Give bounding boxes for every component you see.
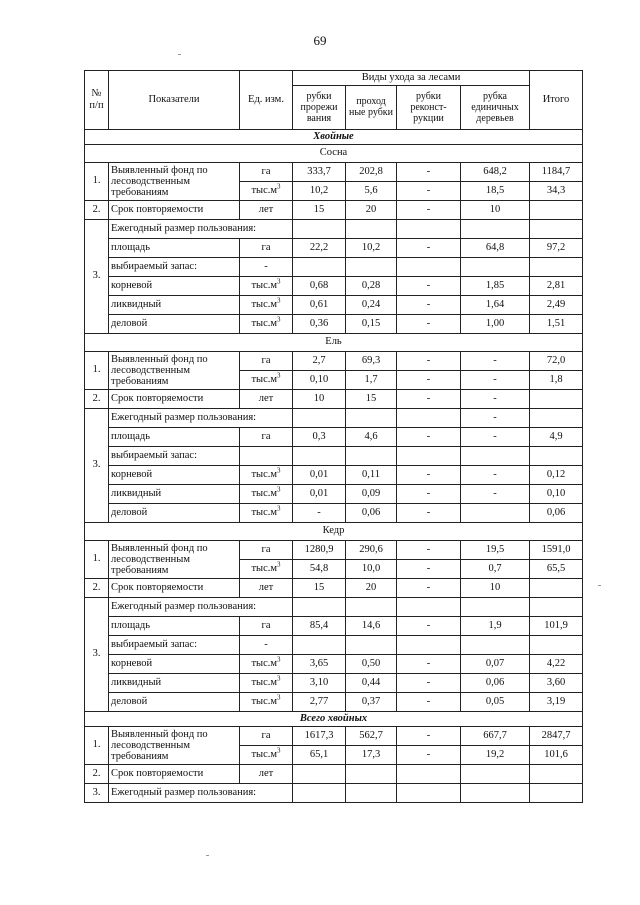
header-total: Итого (530, 71, 583, 130)
value-cell: 2,7 (293, 351, 346, 370)
value-cell: 1591,0 (530, 540, 583, 559)
business-row (85, 692, 583, 711)
liquid-row (85, 295, 583, 314)
usage-row (85, 597, 583, 616)
value-cell: - (397, 370, 461, 389)
usage-row (85, 219, 583, 238)
value-cell: 0,44 (346, 673, 397, 692)
section-title-row (85, 144, 583, 162)
unit-cell: га (240, 726, 293, 745)
value-cell: 0,3 (293, 427, 346, 446)
usage-row (85, 408, 583, 427)
indicator-label: Ежегодный размер пользования: (109, 783, 293, 802)
unit-cell (240, 295, 293, 314)
root-row (85, 276, 583, 295)
root-row (85, 654, 583, 673)
value-cell: 2,77 (293, 692, 346, 711)
value-cell: - (397, 692, 461, 711)
value-cell: 15 (293, 200, 346, 219)
value-cell: 3,19 (530, 692, 583, 711)
empty-cell (293, 783, 346, 802)
empty-cell (461, 764, 530, 783)
unit-cell: га (240, 427, 293, 446)
indicator-label: ликвидный (109, 673, 240, 692)
value-cell: 17,3 (346, 745, 397, 764)
repeat-row (85, 764, 583, 783)
row-number: 2. (85, 764, 109, 783)
indicator-label: площадь (109, 427, 240, 446)
value-cell (461, 219, 530, 238)
empty-cell (346, 783, 397, 802)
empty-cell (346, 408, 397, 427)
unit-cell: - (240, 635, 293, 654)
group-row (85, 711, 583, 726)
unit-text: тыс.м (251, 487, 278, 499)
value-cell: 14,6 (346, 616, 397, 635)
value-cell: 4,9 (530, 427, 583, 446)
header-num: № п/п (85, 71, 109, 130)
value-cell: 1,85 (461, 276, 530, 295)
unit-text: тыс.м (251, 657, 278, 669)
page-number: 69 (313, 33, 327, 48)
value-cell: 65,1 (293, 745, 346, 764)
value-cell: 2847,7 (530, 726, 583, 745)
value-cell: 10,2 (293, 181, 346, 200)
unit-text: тыс.м (251, 373, 278, 385)
unit-cell (240, 370, 293, 389)
liquid-row (85, 673, 583, 692)
usage-row (85, 783, 583, 802)
value-cell: - (397, 726, 461, 745)
empty-cell (530, 764, 583, 783)
header-reconstruction: рубки реконст- рукции (397, 85, 461, 129)
unit-exponent: 3 (277, 485, 281, 494)
header-thinning: рубки прорежи вания (293, 85, 346, 129)
empty-cell (293, 597, 346, 616)
area-row (85, 616, 583, 635)
scan-speck (598, 585, 601, 586)
header-single-tree: рубка единичных деревьев (461, 85, 530, 129)
value-cell: 10,2 (346, 238, 397, 257)
empty-cell (461, 635, 530, 654)
unit-exponent: 3 (277, 674, 281, 683)
unit-cell (240, 673, 293, 692)
value-cell: - (461, 427, 530, 446)
row-number: 1. (85, 162, 109, 200)
value-cell (530, 578, 583, 597)
value-cell: - (461, 389, 530, 408)
unit-cell (240, 181, 293, 200)
value-cell: 3,65 (293, 654, 346, 673)
unit-cell (240, 314, 293, 333)
value-cell: 0,7 (461, 559, 530, 578)
unit-exponent: 3 (277, 315, 281, 324)
value-cell: 22,2 (293, 238, 346, 257)
repeat-row (85, 578, 583, 597)
unit-cell (240, 503, 293, 522)
empty-cell (530, 597, 583, 616)
unit-exponent: 3 (277, 466, 281, 475)
fund-row (85, 726, 583, 745)
group-row (85, 129, 583, 144)
unit-text: тыс.м (251, 695, 278, 707)
value-cell: 10 (293, 389, 346, 408)
empty-cell (397, 783, 461, 802)
indicator-label: деловой (109, 692, 240, 711)
empty-cell (346, 219, 397, 238)
value-cell: - (461, 465, 530, 484)
empty-cell (530, 783, 583, 802)
indicator-label: площадь (109, 238, 240, 257)
empty-cell (397, 257, 461, 276)
value-cell: 10 (461, 200, 530, 219)
section-title-row (85, 333, 583, 351)
unit-cell (240, 692, 293, 711)
header-passage: проход ные рубки (346, 85, 397, 129)
value-cell: 0,15 (346, 314, 397, 333)
value-cell: 2,49 (530, 295, 583, 314)
unit-exponent: 3 (277, 693, 281, 702)
unit-exponent: 3 (277, 655, 281, 664)
repeat-row (85, 389, 583, 408)
value-cell: - (461, 351, 530, 370)
fund-row (85, 162, 583, 181)
value-cell: - (397, 276, 461, 295)
value-cell: 1280,9 (293, 540, 346, 559)
empty-cell (346, 597, 397, 616)
unit-exponent: 3 (277, 504, 281, 513)
value-cell: 4,22 (530, 654, 583, 673)
value-cell: 20 (346, 578, 397, 597)
empty-cell (397, 597, 461, 616)
unit-cell (240, 654, 293, 673)
value-cell: 2,81 (530, 276, 583, 295)
section-title: Ель (85, 333, 583, 351)
table-body (85, 129, 583, 802)
value-cell: - (293, 503, 346, 522)
empty-cell (397, 219, 461, 238)
value-cell: 0,24 (346, 295, 397, 314)
value-cell (461, 503, 530, 522)
value-cell: - (397, 673, 461, 692)
value-cell: - (397, 465, 461, 484)
value-cell: 0,12 (530, 465, 583, 484)
value-cell: - (397, 578, 461, 597)
value-cell: 1,8 (530, 370, 583, 389)
empty-cell (397, 408, 461, 427)
scan-speck (206, 855, 209, 856)
value-cell: 85,4 (293, 616, 346, 635)
value-cell: 562,7 (346, 726, 397, 745)
value-cell: 19,5 (461, 540, 530, 559)
value-cell: 15 (293, 578, 346, 597)
value-cell (530, 389, 583, 408)
empty-cell (293, 257, 346, 276)
value-cell: 648,2 (461, 162, 530, 181)
indicator-label: ликвидный (109, 295, 240, 314)
stock-row (85, 257, 583, 276)
value-cell: - (461, 408, 530, 427)
row-number: 1. (85, 726, 109, 764)
indicator-label: выбираемый запас: (109, 635, 240, 654)
value-cell: 0,06 (530, 503, 583, 522)
value-cell: - (397, 484, 461, 503)
value-cell: 1,9 (461, 616, 530, 635)
row-number: 1. (85, 351, 109, 389)
unit-cell (240, 745, 293, 764)
indicator-label: деловой (109, 314, 240, 333)
value-cell: 667,7 (461, 726, 530, 745)
value-cell: 0,37 (346, 692, 397, 711)
value-cell: 18,5 (461, 181, 530, 200)
value-cell: 1184,7 (530, 162, 583, 181)
unit-text: тыс.м (251, 184, 278, 196)
empty-cell (530, 446, 583, 465)
unit-cell (240, 446, 293, 465)
value-cell: 0,36 (293, 314, 346, 333)
value-cell: - (397, 616, 461, 635)
stock-row (85, 446, 583, 465)
empty-cell (397, 764, 461, 783)
value-cell: 19,2 (461, 745, 530, 764)
value-cell: 0,10 (530, 484, 583, 503)
unit-text: тыс.м (251, 298, 278, 310)
unit-text: тыс.м (251, 676, 278, 688)
empty-cell (397, 635, 461, 654)
indicator-label: ликвидный (109, 484, 240, 503)
indicator-label: Выявленный фонд по лесоводственным требованиям (109, 540, 240, 578)
business-row (85, 314, 583, 333)
empty-cell (530, 635, 583, 654)
value-cell: 0,06 (346, 503, 397, 522)
unit-cell: га (240, 540, 293, 559)
indicator-label: Срок повторяемости (109, 200, 240, 219)
value-cell: - (397, 181, 461, 200)
value-cell: 0,61 (293, 295, 346, 314)
value-cell: 10,0 (346, 559, 397, 578)
unit-cell: - (240, 257, 293, 276)
area-row (85, 427, 583, 446)
value-cell: - (461, 484, 530, 503)
unit-cell: га (240, 238, 293, 257)
value-cell: 0,01 (293, 484, 346, 503)
value-cell: 1,64 (461, 295, 530, 314)
value-cell: 1,51 (530, 314, 583, 333)
value-cell: - (397, 389, 461, 408)
empty-cell (461, 257, 530, 276)
empty-cell (397, 446, 461, 465)
section-title: Сосна (85, 144, 583, 162)
empty-cell (346, 446, 397, 465)
value-cell: - (397, 314, 461, 333)
value-cell: - (397, 559, 461, 578)
empty-cell (293, 764, 346, 783)
value-cell: 20 (346, 200, 397, 219)
empty-cell (293, 408, 346, 427)
header-care-types: Виды ухода за лесами (293, 71, 530, 86)
row-number: 3. (85, 408, 109, 522)
value-cell: - (461, 370, 530, 389)
indicator-label: корневой (109, 654, 240, 673)
value-cell: 0,01 (293, 465, 346, 484)
area-row (85, 238, 583, 257)
unit-cell: га (240, 162, 293, 181)
value-cell: 0,06 (461, 673, 530, 692)
value-cell: - (397, 162, 461, 181)
unit-cell: га (240, 351, 293, 370)
value-cell: 3,60 (530, 673, 583, 692)
header-unit: Ед. изм. (240, 71, 293, 130)
indicator-label: Срок повторяемости (109, 578, 240, 597)
value-cell: - (397, 238, 461, 257)
row-number: 2. (85, 389, 109, 408)
value-cell: - (397, 745, 461, 764)
scan-speck (178, 54, 181, 55)
section-title-row (85, 522, 583, 540)
row-number: 3. (85, 783, 109, 802)
unit-cell (240, 276, 293, 295)
value-cell: 69,3 (346, 351, 397, 370)
business-row (85, 503, 583, 522)
unit-text: тыс.м (251, 506, 278, 518)
value-cell: 0,68 (293, 276, 346, 295)
indicator-label: площадь (109, 616, 240, 635)
row-number: 2. (85, 200, 109, 219)
value-cell: 65,5 (530, 559, 583, 578)
value-cell: 15 (346, 389, 397, 408)
empty-cell (346, 764, 397, 783)
value-cell: 97,2 (530, 238, 583, 257)
value-cell: 4,6 (346, 427, 397, 446)
section-title: Кедр (85, 522, 583, 540)
unit-text: тыс.м (251, 562, 278, 574)
unit-exponent: 3 (277, 746, 281, 755)
indicator-label: Выявленный фонд по лесоводственным требованиям (109, 726, 240, 764)
value-cell: 0,28 (346, 276, 397, 295)
empty-cell (293, 446, 346, 465)
value-cell: 54,8 (293, 559, 346, 578)
value-cell: 0,05 (461, 692, 530, 711)
indicator-label: Выявленный фонд по лесоводственным требованиям (109, 351, 240, 389)
repeat-row (85, 200, 583, 219)
value-cell: 290,6 (346, 540, 397, 559)
indicator-label: Ежегодный размер пользования: (109, 219, 293, 238)
empty-cell (293, 635, 346, 654)
fund-row (85, 540, 583, 559)
value-cell: 101,6 (530, 745, 583, 764)
unit-cell (240, 465, 293, 484)
unit-cell (240, 484, 293, 503)
indicator-label: корневой (109, 276, 240, 295)
row-number: 2. (85, 578, 109, 597)
unit-exponent: 3 (277, 277, 281, 286)
value-cell (530, 200, 583, 219)
unit-exponent: 3 (277, 371, 281, 380)
value-cell: - (397, 295, 461, 314)
fund-row (85, 351, 583, 370)
forest-care-table (84, 70, 583, 803)
value-cell: 0,07 (461, 654, 530, 673)
value-cell: 101,9 (530, 616, 583, 635)
value-cell: 1617,3 (293, 726, 346, 745)
value-cell: - (397, 200, 461, 219)
unit-cell: лет (240, 389, 293, 408)
empty-cell (461, 446, 530, 465)
value-cell: 0,50 (346, 654, 397, 673)
value-cell: - (397, 351, 461, 370)
indicator-label: Ежегодный размер пользования: (109, 597, 293, 616)
unit-text: тыс.м (251, 279, 278, 291)
indicator-label: Срок повторяемости (109, 389, 240, 408)
unit-exponent: 3 (277, 560, 281, 569)
root-row (85, 465, 583, 484)
value-cell: 0,11 (346, 465, 397, 484)
group-title: Хвойные (85, 129, 583, 144)
unit-text: тыс.м (251, 468, 278, 480)
value-cell: - (397, 654, 461, 673)
unit-text: тыс.м (251, 317, 278, 329)
value-cell: - (397, 503, 461, 522)
unit-cell: лет (240, 578, 293, 597)
empty-cell (461, 783, 530, 802)
value-cell: 0,10 (293, 370, 346, 389)
value-cell: 72,0 (530, 351, 583, 370)
empty-cell (530, 219, 583, 238)
row-number: 3. (85, 597, 109, 711)
unit-exponent: 3 (277, 182, 281, 191)
indicator-label: Ежегодный размер пользования: (109, 408, 293, 427)
indicator-label: Срок повторяемости (109, 764, 240, 783)
stock-row (85, 635, 583, 654)
unit-cell: лет (240, 200, 293, 219)
indicator-label: деловой (109, 503, 240, 522)
value-cell: - (397, 427, 461, 446)
value-cell: 1,7 (346, 370, 397, 389)
value-cell: 1,00 (461, 314, 530, 333)
liquid-row (85, 484, 583, 503)
unit-cell: лет (240, 764, 293, 783)
empty-cell (530, 257, 583, 276)
empty-cell (346, 257, 397, 276)
value-cell: 5,6 (346, 181, 397, 200)
indicator-label: корневой (109, 465, 240, 484)
value-cell: 333,7 (293, 162, 346, 181)
empty-cell (530, 408, 583, 427)
unit-exponent: 3 (277, 296, 281, 305)
value-cell: 10 (461, 578, 530, 597)
unit-text: тыс.м (251, 748, 278, 760)
value-cell: 34,3 (530, 181, 583, 200)
indicator-label: Выявленный фонд по лесоводственным требованиям (109, 162, 240, 200)
row-number: 3. (85, 219, 109, 333)
unit-cell: га (240, 616, 293, 635)
indicator-label: выбираемый запас: (109, 446, 240, 465)
indicator-label: выбираемый запас: (109, 257, 240, 276)
value-cell: 3,10 (293, 673, 346, 692)
empty-cell (293, 219, 346, 238)
value-cell: 0,09 (346, 484, 397, 503)
value-cell (461, 597, 530, 616)
empty-cell (346, 635, 397, 654)
value-cell: 202,8 (346, 162, 397, 181)
header-indicators: Показатели (109, 71, 240, 130)
value-cell: - (397, 540, 461, 559)
unit-cell (240, 559, 293, 578)
group-title: Всего хвойных (85, 711, 583, 726)
row-number: 1. (85, 540, 109, 578)
value-cell: 64,8 (461, 238, 530, 257)
